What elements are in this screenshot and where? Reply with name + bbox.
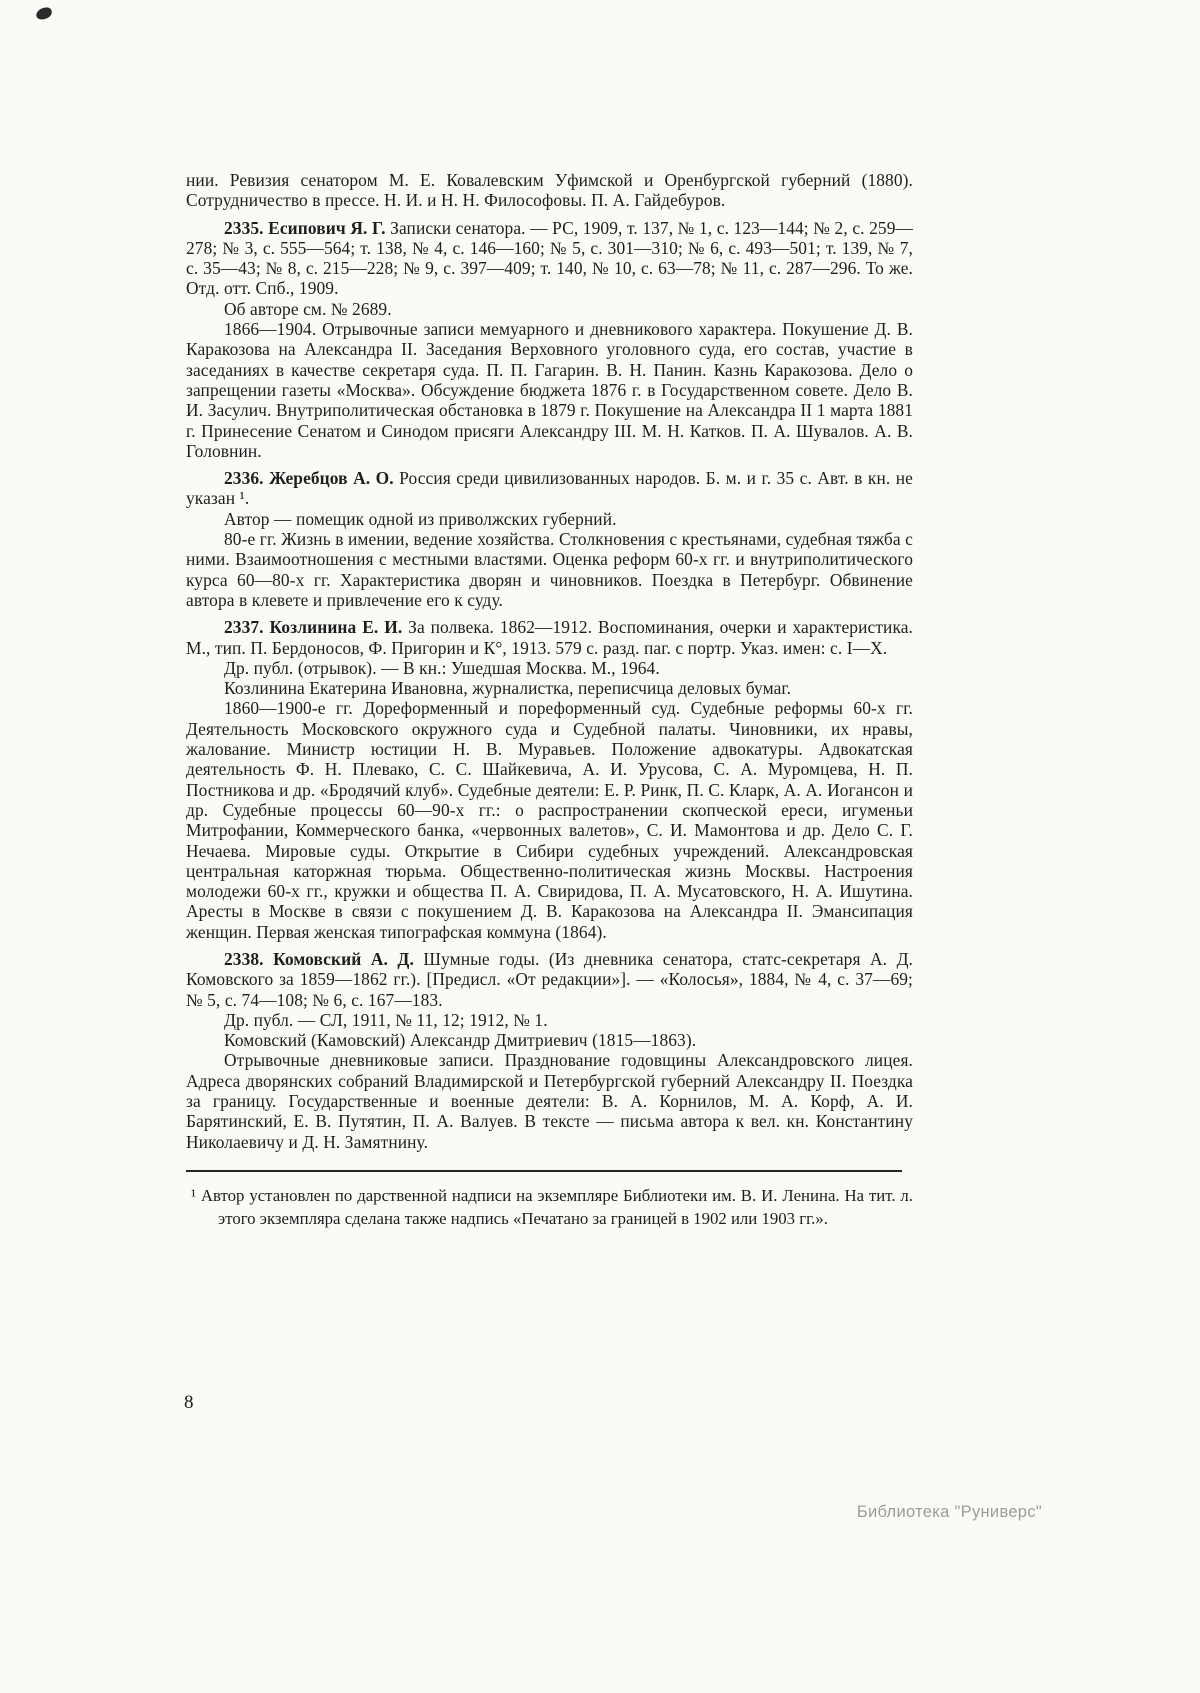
entry-2335-bibliography: Записки сенатора. — РС, 1909, т. 137, № 1, с. 123—144; № 2, с. 259—278; № 3, с. 555—564; т. 138, № 4, с. 146—160; № 5, с. 301—310; № 6, с. 493—501; т. 139, № 7, с. 35—43; № 8, с. 215—228; № 9, с. 397—409; т. 140, № 10, с. 63—78; № 11, с. 287—296. То же. Отд. отт. Спб., 1909. [186, 217, 913, 299]
entry-2338-bibliography: Шумные годы. (Из дневника сенатора, статс-секретаря А. Д. Комовского за 1859—1862 гг.). [Предисл. «От редакции»]. — «Колосья», 1884, № 4, с. 37—69; № 5, с. 74—108; № 6, с. 167—183. [186, 948, 914, 1010]
entry-2337-number-author: 2337. Козлинина Е. И. [224, 617, 403, 638]
entry-2338-heading [186, 949, 913, 1010]
library-watermark: Библиотека "Руниверс" [856, 1503, 1042, 1521]
entry-2337-annotation: 1860—1900-е гг. Дореформенный и пореформенный суд. Судебные реформы 60-х гг. Деятельность Московского окружного суда и Судебной палаты. Чиновники, их нравы, жалование. Министр юстиции Н. В. Муравьев. Положение адвокатуры. Адвокатская деятельность Ф. Н. Плевако, С. С. Шайкевича, А. И. Урусова, С. А. Муромцева, Н. П. Постникова и др. «Бродячий клуб». Судебные деятели: Е. Р. Ринк, П. С. Кларк, А. А. Иогансон и др. Судебные процессы 60—90-х гг.: о распространении скопческой ереси, игуменьи Митрофании, Коммерческого банка, «червонных валетов», С. И. Мамонтова и др. Дело С. Г. Нечаева. Мировые суды. Открытие в Сибири судебных учреждений. Александровская центральная каторжная тюрьма. Общественно-политическая жизнь Москвы. Настроения молодежи 60-х гг., кружки и общества П. А. Свиридова, П. А. Мусатовского, Н. А. Ишутина. Аресты в Москве в связи с покушением Д. В. Каракозова на Александра II. Эмансипация женщин. Первая женская типографская коммуна (1864). [186, 698, 913, 942]
entry-2338-annotation: Отрывочные дневниковые записи. Празднование годовщины Александровского лицея. Адреса дворянских собраний Владимирской и Петербургской губерний Александру II. Поездка за границу. Государственные и военные деятели: В. А. Корнилов, М. А. Корф, А. И. Барятинский, Е. В. Путятин, П. А. Валуев. В тексте — письма автора к вел. кн. Константину Николаевичу и Д. Н. Замятнину. [186, 1050, 913, 1152]
entry-2336-heading [186, 468, 913, 509]
entry-2337-person-note: Козлинина Екатерина Ивановна, журналистка, переписчица деловых бумаг. [224, 678, 792, 699]
entry-2335-annotation: 1866—1904. Отрывочные записи мемуарного и дневникового характера. Покушение Д. В. Каракозова на Александра II. Заседания Верховного уголовного суда, его состав, участие в заседаниях в качестве секретаря суда. П. П. Гагарин. В. Н. Панин. Казнь Каракозова. Дело о запрещении газеты «Москва». Обсуждение бюджета 1876 г. в Государственном совете. Дело В. И. Засулич. Внутриполитическая обстановка в 1879 г. Покушение на Александра II 1 марта 1881 г. Принесение Сенатом и Синодом присяги Александру III. М. Н. Катков. П. А. Шувалов. А. В. Головнин. [186, 319, 913, 461]
continuation-paragraph: нии. Ревизия сенатором М. Е. Ковалевским Уфимской и Оренбургской губерний (1880). Сотрудничество в прессе. Н. И. и Н. Н. Философовы. П. А. Гайдебуров. [186, 170, 913, 211]
entry-2335-heading [186, 218, 913, 299]
entry-2335-cross-reference: Об авторе см. № 2689. [224, 298, 392, 319]
entry-2337-other-publications: Др. публ. (отрывок). — В кн.: Ушедшая Москва. М., 1964. [224, 657, 660, 678]
footnote-divider [186, 1170, 902, 1172]
scan-artifact [35, 6, 53, 21]
entry-2338-other-publications: Др. публ. — СЛ, 1911, № 11, 12; 1912, № 1. [224, 1009, 548, 1030]
entry-2336-bibliography: Россия среди цивилизованных народов. Б. м. и г. 35 с. Авт. в кн. не указан ¹. [186, 468, 913, 509]
entry-2336-annotation: 80-е гг. Жизнь в имении, ведение хозяйства. Столкновения с крестьянами, судебная тяжба с ними. Взаимоотношения с местными властями. Оценка реформ 60-х гг. и внутриполитического курса 60—80-х гг. Характеристика дворян и чиновников. Поездка в Петербург. Обвинение автора в клевете и привлечение его к суду. [186, 529, 913, 610]
page-number: 8 [184, 1392, 194, 1413]
entry-2337-heading [186, 617, 913, 658]
entry-2336-author-note: Автор — помещик одной из приволжских губерний. [224, 508, 617, 529]
page-body [186, 170, 913, 1230]
entry-2335-number-author: 2335. Есипович Я. Г. [224, 217, 386, 238]
entry-2338-person-note: Комовский (Камовский) Александр Дмитриевич (1815—1863). [224, 1030, 697, 1051]
entry-2337-bibliography: За полвека. 1862—1912. Воспоминания, очерки и характеристика. М., тип. П. Бердоносов, Ф. Пригорин и К°, 1913. 579 с. разд. паг. с портр. Указ. имен: с. I—X. [186, 617, 913, 658]
entry-2336-number-author: 2336. Жеребцов А. О. [224, 468, 394, 489]
entry-2338-number-author: 2338. Комовский А. Д. [224, 948, 414, 969]
footnote-text: ¹ Автор установлен по дарственной надписи на экземпляре Библиотеки им. В. И. Ленина. На тит. л. этого экземпляра сделана также надпись «Печатано за границей в 1902 или 1903 гг.». [191, 1185, 913, 1228]
